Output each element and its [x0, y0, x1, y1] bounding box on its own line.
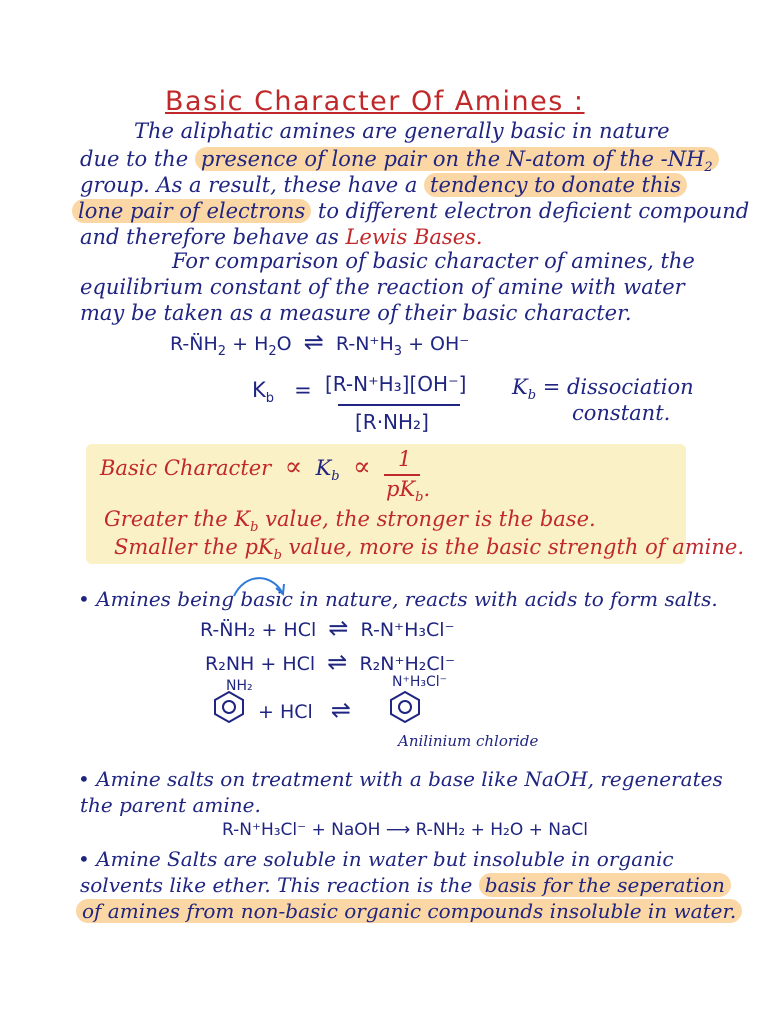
box-frac-num: 1 — [398, 447, 412, 471]
period: . — [423, 477, 431, 501]
highlight-lone-pair-electrons: lone pair of electrons — [72, 199, 311, 223]
subscript: b — [265, 391, 275, 407]
reaction-salt-2-right: R₂N⁺H₂Cl⁻ — [359, 653, 455, 675]
bullet3-line2-text: solvents like ether. This reaction is the — [80, 873, 473, 897]
highlight-lone-pair — [195, 147, 719, 176]
subscript: 2 — [268, 343, 277, 359]
reaction-salt-1-left: R-N̈H₂ + HCl — [200, 619, 317, 641]
subscript: 2 — [704, 160, 713, 176]
para1-line5-text: and therefore behave as — [80, 225, 339, 249]
subscript: 2 — [217, 343, 227, 359]
box-line1 — [100, 454, 371, 490]
para1-line2-text: due to the — [80, 147, 189, 171]
box-line2-a: Greater the K — [104, 507, 251, 531]
aniline-nh2: NH₂ — [226, 678, 253, 694]
para1-line5 — [80, 224, 483, 250]
lewis-bases-term: Lewis Bases. — [345, 225, 483, 249]
kb-numerator: [R-N⁺H₃][OH⁻] — [325, 372, 467, 396]
reaction-salt-2-left: R₂NH + HCl — [205, 653, 316, 675]
kb-letter: K — [315, 456, 332, 480]
box-line3-b: value, more is the basic strength of amine. — [288, 535, 744, 559]
proportional-symbol: ∝ — [284, 452, 303, 482]
water-oxygen: O — [276, 333, 292, 355]
subscript: 3 — [393, 343, 403, 359]
anilinium-group: N⁺H₃Cl⁻ — [392, 674, 448, 690]
bullet1-text: • Amines being basic in nature, reacts with acids to form salts. — [78, 587, 718, 611]
benzene-ring-icon — [212, 690, 246, 724]
para1-line4-text: to different electron deficient compound — [317, 199, 750, 223]
reaction-salt-1 — [200, 614, 455, 642]
kb-note-text: = dissociation — [542, 375, 694, 399]
para1-line1: The aliphatic amines are generally basic in nature — [134, 119, 670, 143]
bullet3-line2 — [80, 872, 731, 898]
subscript: b — [331, 469, 340, 485]
subscript: b — [415, 490, 424, 506]
reaction-salt-2 — [205, 648, 455, 676]
box-kb — [315, 456, 340, 485]
anilinium-label: Anilinium chloride — [398, 732, 539, 750]
box-line3-a: Smaller the pK — [114, 535, 274, 559]
para1-line3 — [80, 172, 687, 198]
box-line3 — [114, 534, 744, 569]
reactant-amine: R-N̈H — [170, 333, 218, 355]
kb-fraction-bar — [338, 404, 460, 406]
subscript: b — [527, 388, 537, 404]
para1-line3-text: group. As a result, these have a — [80, 173, 418, 197]
product-ammonium: R-N⁺H — [335, 333, 394, 355]
box-basic-character: Basic Character — [100, 456, 272, 480]
equilibrium-arrow: ⇌ — [303, 328, 324, 356]
equilibrium-arrow: ⇌ — [330, 696, 352, 724]
kb-note-letter: K — [512, 375, 528, 399]
kb-note-line2: constant. — [572, 401, 671, 425]
para1-line4 — [72, 198, 749, 224]
page-title: Basic Character Of Amines : — [165, 86, 585, 117]
bullet3-line1: • Amine Salts are soluble in water but insoluble in organic — [78, 847, 674, 871]
para2-line3: may be taken as a measure of their basic character. — [80, 301, 632, 325]
box-line2-b: value, the stronger is the base. — [265, 507, 596, 531]
equals-sign: = — [294, 378, 312, 402]
pk-letters: pK — [386, 477, 416, 501]
highlight-separation: of amines from non-basic organic compounds insoluble in water. — [76, 899, 742, 923]
bullet2-line1: • Amine salts on treatment with a base like NaOH, regenerates — [78, 767, 723, 791]
proportional-symbol-2: ∝ — [352, 452, 371, 482]
benzene-ring-icon — [388, 690, 422, 724]
reaction-regeneration: R-N⁺H₃Cl⁻ + NaOH ⟶ R-NH₂ + H₂O + NaCl — [222, 820, 589, 840]
highlight-tendency: tendency to donate this — [424, 173, 687, 197]
reaction-amine-water — [170, 328, 469, 359]
aniline-plus-hcl — [258, 696, 351, 724]
subscript: b — [273, 548, 282, 564]
bullet3-line3 — [76, 898, 742, 924]
para2-line2: equilibrium constant of the reaction of amine with water — [80, 275, 685, 299]
key-points-box — [86, 444, 744, 564]
subscript: b — [250, 520, 259, 536]
aniline-hcl: + HCl — [258, 701, 313, 723]
equilibrium-arrow: ⇌ — [328, 614, 349, 642]
curved-arrow-icon — [230, 570, 290, 600]
para2-line1: For comparison of basic character of amines, the — [172, 249, 695, 273]
product-hydroxide: + OH⁻ — [408, 333, 470, 355]
kb-symbol — [252, 378, 312, 406]
equilibrium-arrow: ⇌ — [327, 648, 348, 676]
reactant-water: + H — [232, 333, 269, 355]
kb-denominator: [R·NH₂] — [355, 410, 429, 434]
bullet2-line2: the parent amine. — [80, 793, 261, 817]
highlight-basis: basis for the seperation — [479, 873, 731, 897]
reaction-salt-1-right: R-N⁺H₃Cl⁻ — [360, 619, 455, 641]
kb-letter: K — [252, 378, 266, 402]
highlight-text: presence of lone pair on the N-atom of the -NH — [200, 147, 705, 171]
